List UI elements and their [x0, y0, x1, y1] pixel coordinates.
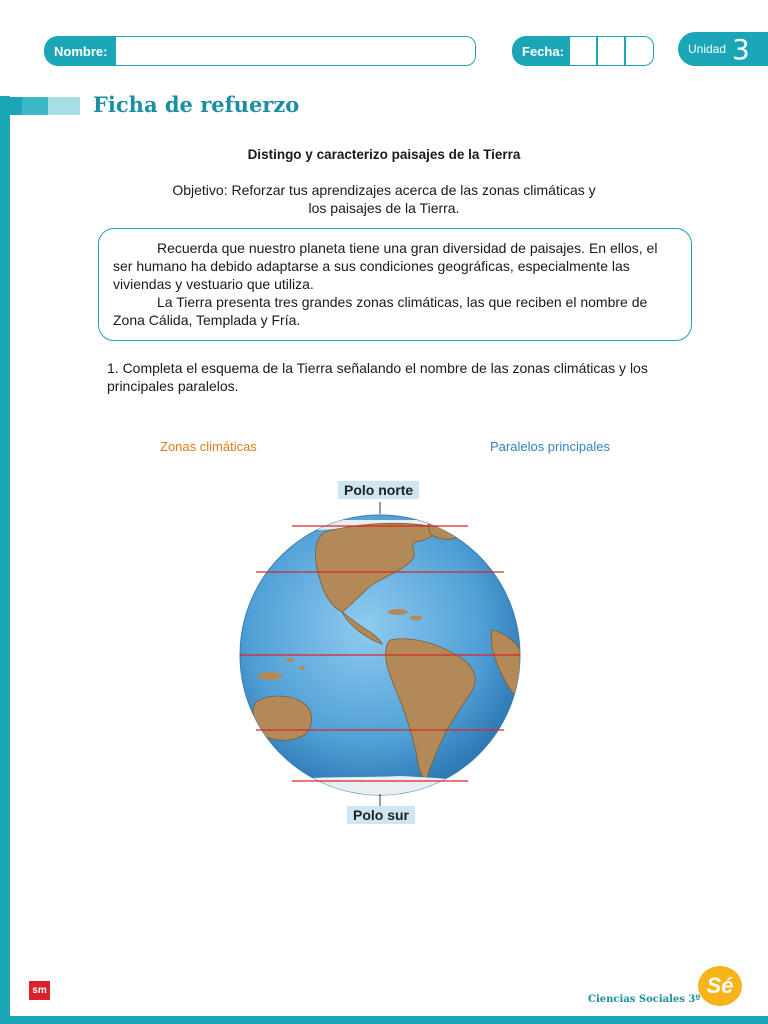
pacific-island: [286, 658, 294, 662]
australia: [253, 696, 311, 740]
pacific-island: [299, 666, 305, 670]
south-pole-label: Polo sur: [347, 806, 415, 824]
nombre-label: Nombre:: [44, 36, 116, 66]
zonas-column-label: Zonas climáticas: [160, 439, 257, 454]
objective-line: Objetivo: Reforzar tus aprendizajes acerca de las zonas climáticas y: [172, 182, 596, 198]
caribbean-island: [410, 616, 422, 621]
subject-label: Ciencias Sociales 3º: [588, 994, 701, 1005]
nombre-field[interactable]: [116, 36, 476, 66]
page-title: Ficha de refuerzo: [93, 92, 300, 117]
north-pole-label: Polo norte: [338, 481, 419, 499]
task-instruction: 1. Completa el esquema de la Tierra señalando el nombre de las zonas climáticas y los principales paralelos.: [107, 360, 648, 394]
info-paragraph: Recuerda que nuestro planeta tiene una gran diversidad de paisajes. En ellos, el ser humano ha debido adaptarse a sus condiciones geográficas, especialmente las viviendas y vestuario que utiliza.: [113, 240, 658, 292]
caribbean-island: [388, 609, 408, 615]
title-square: [48, 97, 80, 115]
globe-illustration: [230, 480, 530, 830]
fecha-field[interactable]: [570, 36, 654, 66]
info-paragraph: La Tierra presenta tres grandes zonas climáticas, las que reciben el nombre de Zona Cálida, Templada y Fría.: [113, 294, 648, 328]
objective-line: los paisajes de la Tierra.: [308, 200, 460, 216]
fecha-divider: [624, 36, 626, 66]
info-box: [98, 228, 692, 341]
unit-number: 3: [732, 32, 750, 66]
title-square: [22, 97, 48, 115]
pacific-island: [258, 672, 282, 680]
brand-logo: Sé: [698, 966, 742, 1006]
fecha-label: Fecha:: [512, 36, 570, 66]
worksheet-heading: Distingo y caracterizo paisajes de la Tierra: [247, 147, 521, 162]
paralelos-column-label: Paralelos principales: [490, 439, 610, 454]
unit-label: Unidad: [688, 42, 727, 56]
unit-badge: [678, 32, 768, 66]
publisher-logo: sm: [29, 981, 50, 1000]
fecha-divider: [596, 36, 598, 66]
frame-bottom: [0, 1016, 768, 1024]
objective: [0, 181, 768, 217]
frame-left: [0, 96, 10, 1024]
